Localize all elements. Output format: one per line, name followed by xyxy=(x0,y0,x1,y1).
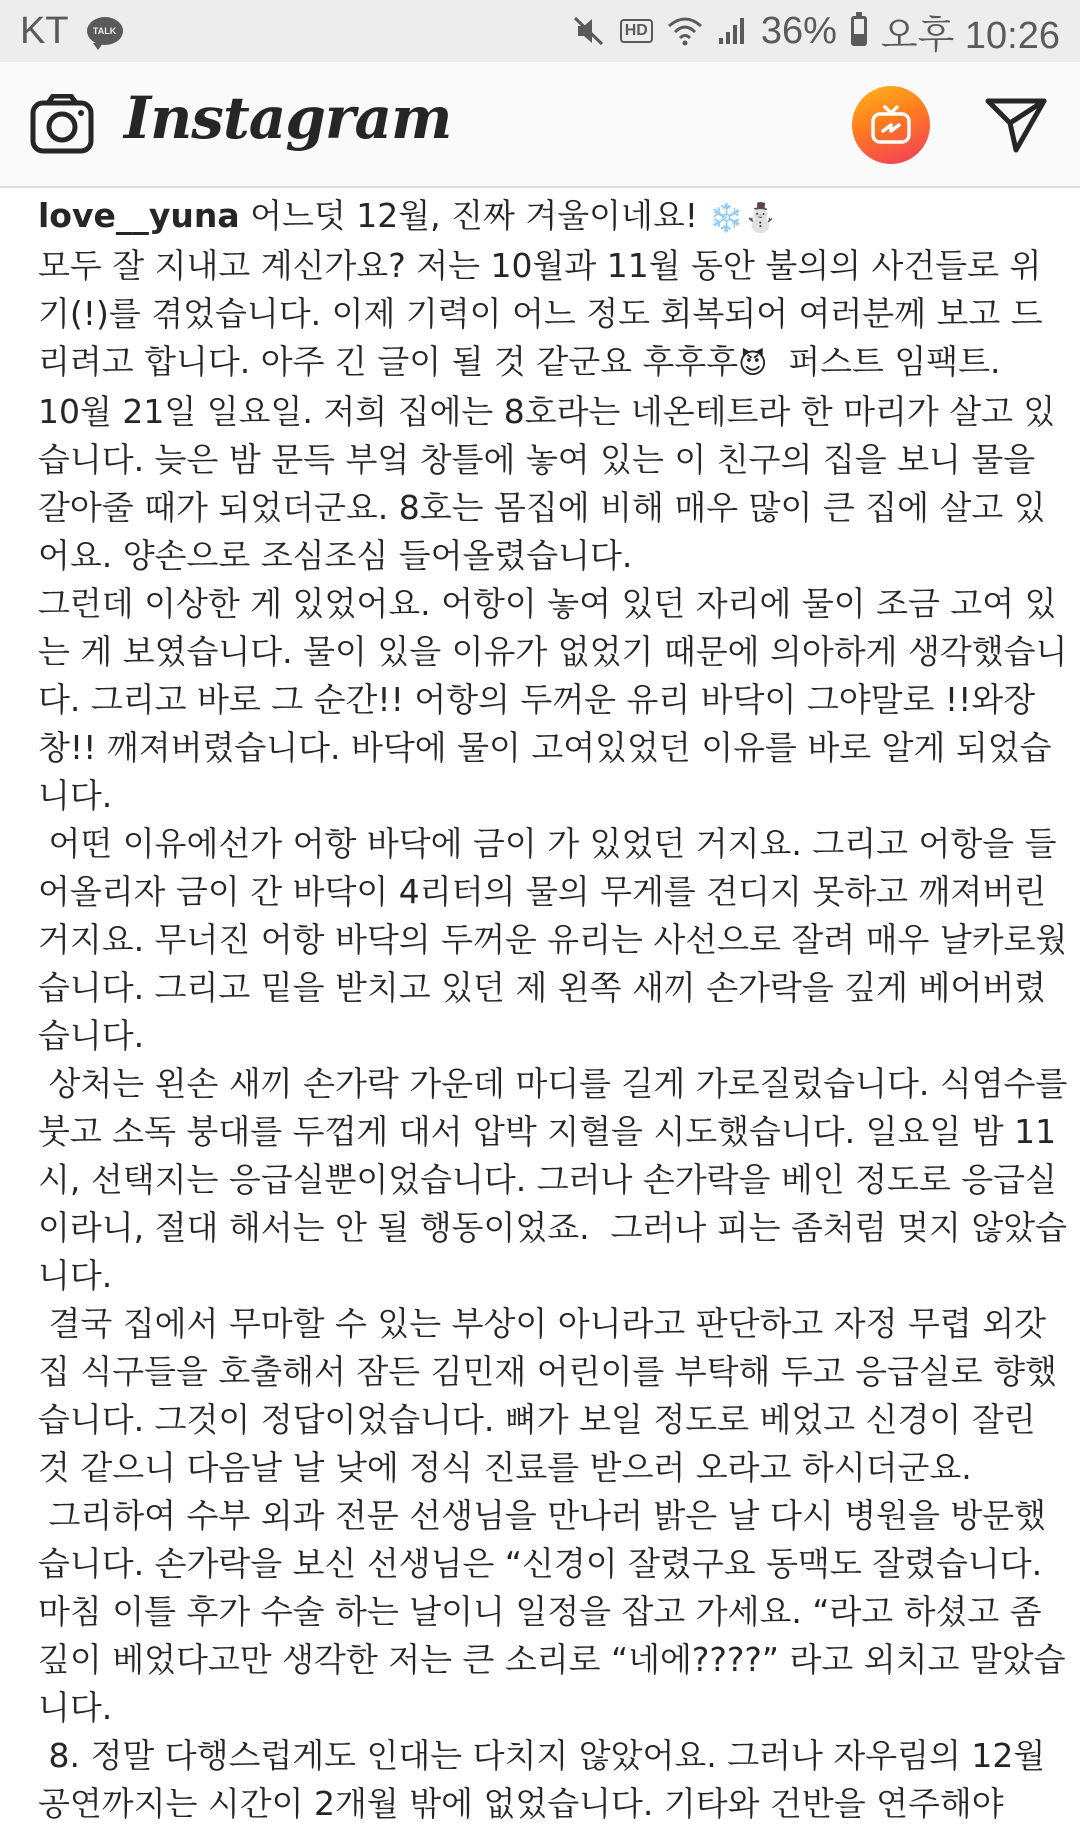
caption-paragraph-5: 상처는 왼손 새끼 손가락 가운데 마디를 길게 가로질렀습니다. 식염수를 붓고 소독 붕대를 두껍게 대서 압박 지혈을 시도했습니다. 일요일 밤 11시, 선택지는 응급실뿐이었습니다. 그러나 손가락을 베인 정도로 응급실이라니, 절대 해서는 안 될 행동이었죠. 그러나 피는 좀처럼 멎지 않았습니다. xyxy=(38,1064,1078,1295)
caption-first-line xyxy=(38,192,1068,242)
app-bar xyxy=(0,62,1080,188)
snowflake-snowman-emoji: ❄️⛄ xyxy=(708,201,779,234)
caption-text: 모두 잘 지내고 계신가요? 저는 10월과 11월 동안 불의의 사건들로 위기(!)를 겪었습니다. 이제 기력이 어느 정도 회복되어 여러분께 보고 드리려고 합니다. 아주 긴 글이 될 것 같군요 후후후 xyxy=(38,246,1043,381)
caption-paragraph-4: 어떤 이유에선가 어항 바닥에 금이 가 있었던 거지요. 그리고 어항을 들어올리자 금이 간 바닥이 4리터의 물의 무게를 견디지 못하고 깨져버린 거지요. 무너진 어항 바닥의 두꺼운 유리는 사선으로 잘려 매우 날카로웠습니다. 그리고 밑을 받치고 있던 제 왼쪽 새끼 손가락을 깊게 베어버렸습니다. xyxy=(38,824,1068,1055)
caption-paragraph-3: 그런데 이상한 게 있었어요. 어항이 놓여 있던 자리에 물이 조금 고여 있는 게 보였습니다. 물이 있을 이유가 없었기 때문에 의아하게 생각했습니다. 그리고 바로 그 순간!! 어항의 두꺼운 유리 바닥이 그야말로 !!와장창!! 깨져버렸습니다. 바닥에 물이 고여있었던 이유를 바로 알게 되었습니다. xyxy=(38,584,1068,815)
clock: 오후 10:26 xyxy=(880,14,1060,57)
caption-paragraph-7: 그리하여 수부 외과 전문 선생님을 만나러 밝은 날 다시 병원을 방문했습니다. 손가락을 보신 선생님은 “신경이 잘렸구요 동맥도 잘렸습니다. 마침 이틀 후가 수술 하는 날이니 일정을 잡고 가세요. “라고 하셨고 좀 깊이 베었다고만 생각한 저는 큰 소리로 “네에????” 라고 외치고 말았습니다. xyxy=(38,1496,1066,1727)
caption-text: 퍼스트 임팩트. xyxy=(767,342,1001,381)
igtv-icon[interactable] xyxy=(852,86,930,164)
camera-icon[interactable] xyxy=(30,94,94,154)
post-username[interactable]: love__yuna xyxy=(38,196,240,235)
direct-message-icon[interactable] xyxy=(984,96,1048,154)
signal-icon xyxy=(717,16,747,46)
devil-emoji: 😈 xyxy=(738,347,768,380)
instagram-logo: Instagram xyxy=(124,84,452,152)
hd-voice-icon: HD xyxy=(620,19,653,43)
caption-paragraph-1 xyxy=(38,242,1068,388)
caption-paragraph-8: 8. 정말 다행스럽게도 인대는 다치지 않았어요. 그러나 자우림의 12월 공연까지는 시간이 2개월 밖에 없었습니다. 기타와 건반을 연주해야 xyxy=(38,1736,1056,1823)
carrier-label: KT xyxy=(20,9,69,52)
caption-text: 어느덧 12월, 진짜 겨울이네요! xyxy=(239,196,709,235)
wifi-icon xyxy=(667,16,703,46)
battery-percent: 36% xyxy=(760,9,837,52)
caption-paragraph-2: 10월 21일 일요일. 저희 집에는 8호라는 네온테트라 한 마리가 살고 있습니다. 늦은 밤 문득 부엌 창틀에 놓여 있는 이 친구의 집을 보니 물을 갈아줄 때가 되었더군요. 8호는 몸집에 비해 매우 많이 큰 집에 살고 있어요. 양손으로 조심조심 들어올렸습니다. xyxy=(38,392,1056,575)
post-caption xyxy=(38,192,1078,1828)
battery-icon xyxy=(851,16,867,46)
status-bar xyxy=(0,0,1080,62)
talk-icon: TALK xyxy=(87,17,123,45)
mute-icon xyxy=(572,15,606,47)
caption-paragraph-6: 결국 집에서 무마할 수 있는 부상이 아니라고 판단하고 자정 무렵 외갓집 식구들을 호출해서 잠든 김민재 어린이를 부탁해 두고 응급실로 향했습니다. 그것이 정답이었습니다. 뼈가 보일 정도로 베었고 신경이 잘린 것 같으니 다음날 날 낮에 정식 진료를 받으러 오라고 하시더군요. xyxy=(38,1304,1057,1487)
